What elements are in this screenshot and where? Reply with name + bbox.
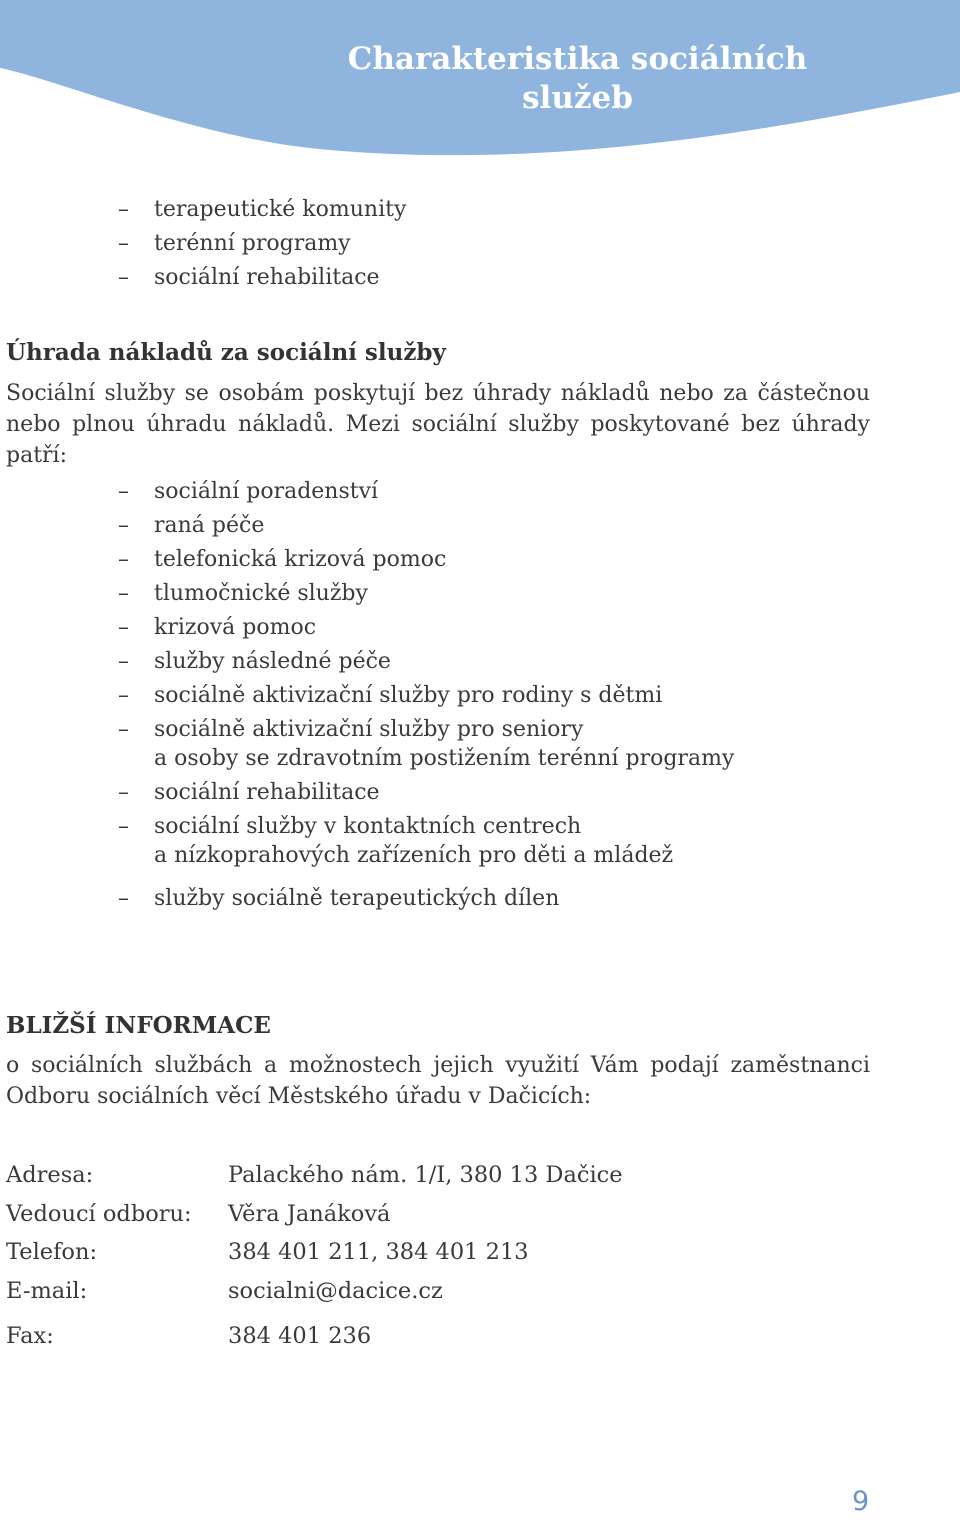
list-item: – terapeutické komunity xyxy=(118,197,407,222)
contact-label: E-mail: xyxy=(6,1278,88,1304)
contact-label: Adresa: xyxy=(6,1162,94,1188)
list-item: – sociální rehabilitace xyxy=(118,780,380,805)
free-services-list xyxy=(118,477,948,913)
contact-value: Palackého nám. 1/I, 380 13 Dačice xyxy=(228,1162,623,1188)
list-item: – sociální služby v kontaktních centrech a nízkoprahových zařízeních pro děti a mládež xyxy=(118,814,674,868)
contact-value: Věra Janáková xyxy=(228,1201,391,1227)
contact-label: Vedoucí odboru: xyxy=(6,1201,192,1227)
list-item: – raná péče xyxy=(118,513,265,538)
list-item: – sociálně aktivizační služby pro rodiny s dětmi xyxy=(118,683,663,708)
contact-value: 384 401 211, 384 401 213 xyxy=(228,1239,529,1265)
section-heading-info: BLIŽŠÍ INFORMACE xyxy=(6,1012,271,1039)
list-item: – terénní programy xyxy=(118,231,351,256)
list-item: – služby následné péče xyxy=(118,649,391,674)
list-item: – tlumočnické služby xyxy=(118,581,368,606)
section-heading-uhrada: Úhrada nákladů za sociální služby xyxy=(6,339,446,366)
uhrada-paragraph: Sociální služby se osobám poskytují bez úhrady nákladů nebo za částečnou nebo plnou úhradu nákladů. Mezi sociální služby poskytované bez úhrady patří: xyxy=(6,381,870,468)
contact-label: Telefon: xyxy=(6,1239,98,1265)
list-item: – telefonická krizová pomoc xyxy=(118,547,447,572)
list-item: – sociálně aktivizační služby pro seniory a osoby se zdravotním postižením terénní programy xyxy=(118,717,735,771)
top-service-list xyxy=(118,195,948,292)
info-paragraph: o sociálních službách a možnostech jejich využití Vám podají zaměstnanci Odboru sociálních věcí Městského úřadu v Dačicích: xyxy=(6,1053,870,1109)
list-item: – služby sociálně terapeutických dílen xyxy=(118,886,560,911)
page-number: 9 xyxy=(852,1486,870,1517)
contact-email-link[interactable]: socialni@dacice.cz xyxy=(228,1278,443,1304)
list-item: – sociální poradenství xyxy=(118,479,379,504)
contact-value: 384 401 236 xyxy=(228,1323,372,1349)
list-item: – krizová pomoc xyxy=(118,615,317,640)
page-title: Charakteristika sociálních služeb xyxy=(347,41,808,116)
list-item: – sociální rehabilitace xyxy=(118,265,380,290)
contact-label: Fax: xyxy=(6,1323,54,1349)
